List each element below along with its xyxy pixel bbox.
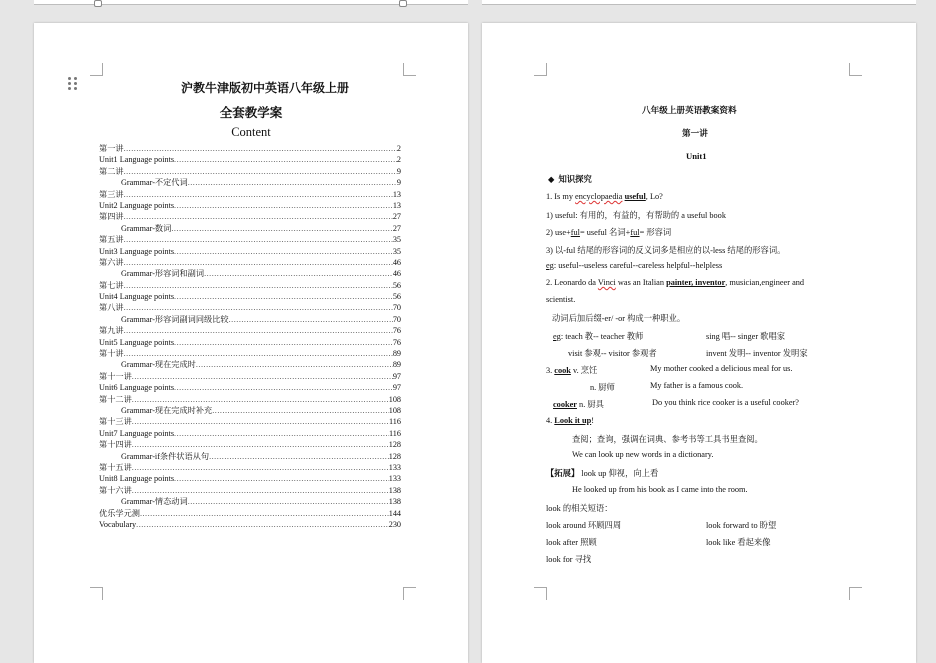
toc-dot-leader xyxy=(124,325,393,336)
toc-dot-leader xyxy=(196,359,393,370)
toc-entry[interactable] xyxy=(99,451,401,462)
margin-corner-mark xyxy=(849,587,862,600)
toc-entry[interactable] xyxy=(99,234,401,245)
toc-entry-title: Unit6 Language points xyxy=(99,383,175,393)
toc-entry[interactable] xyxy=(99,462,401,473)
toc-entry-title: Unit2 Language points xyxy=(99,200,175,210)
text-line: My father is a famous cook. xyxy=(650,381,744,390)
toc-entry[interactable] xyxy=(99,177,401,188)
toc-page-number: 116 xyxy=(389,428,401,438)
toc-page-number: 76 xyxy=(392,337,401,347)
toc-entry-title: 第一讲 xyxy=(99,144,124,153)
margin-corner-mark xyxy=(403,587,416,600)
toc-page-number: 35 xyxy=(392,235,401,245)
point-4: 4. Look it up! xyxy=(546,416,594,425)
toc-page-number: 27 xyxy=(392,212,401,222)
toc-page-number: 144 xyxy=(388,508,401,518)
toc-entry-title: Grammar-现在完成时 xyxy=(121,360,196,370)
toc-entry[interactable] xyxy=(99,439,401,450)
toc-entry[interactable] xyxy=(99,394,401,405)
toc-entry[interactable] xyxy=(99,268,401,279)
toc-page-number: 97 xyxy=(392,371,401,381)
text-line: My mother cooked a delicious meal for us. xyxy=(650,364,793,373)
toc-page-number: 76 xyxy=(392,326,401,336)
toc-entry[interactable] xyxy=(99,416,401,427)
toc-entry[interactable] xyxy=(99,246,401,257)
toc-entry[interactable] xyxy=(99,291,401,302)
toc-page-number: 97 xyxy=(392,383,401,393)
toc-dot-leader xyxy=(124,234,393,245)
toc-entry[interactable] xyxy=(99,473,401,484)
toc-dot-leader xyxy=(174,291,393,302)
text-line: 2) use+ful= useful 名词+ful= 形容词 xyxy=(546,228,672,237)
toc-entry-title: 第十四讲 xyxy=(99,440,132,450)
toc-entry-title: 第十讲 xyxy=(99,349,124,359)
toc-dot-leader xyxy=(136,519,389,530)
toc-page-number: 46 xyxy=(392,257,401,267)
text-line: 动词后加后缀-er/ -or 构成一种职业。 xyxy=(552,314,686,323)
toc-entry-title: 第八讲 xyxy=(99,303,124,313)
toc-dot-leader xyxy=(132,371,393,382)
toc-page-number: 89 xyxy=(392,349,401,359)
document-page-right xyxy=(482,23,916,663)
text-line: look after 照顾 xyxy=(546,538,597,547)
toc-dot-leader xyxy=(132,462,389,473)
toc-page-number: 56 xyxy=(392,280,401,290)
toc-entry-title: Unit1 Language points xyxy=(99,155,175,165)
text-line: 【拓展】 look up 仰视，向上看 xyxy=(546,469,659,478)
toc-dot-leader xyxy=(188,177,397,188)
resize-handle[interactable] xyxy=(94,0,102,7)
margin-corner-mark xyxy=(534,587,547,600)
toc-entry[interactable] xyxy=(99,485,401,496)
unit-heading: Unit1 xyxy=(686,151,707,161)
toc-page-number: 2 xyxy=(396,155,401,165)
toc-page-number: 70 xyxy=(392,303,401,313)
margin-corner-mark xyxy=(849,63,862,76)
text-line: look for 寻找 xyxy=(546,555,592,564)
toc-entry[interactable] xyxy=(99,359,401,370)
toc-entry[interactable] xyxy=(99,257,401,268)
toc-page-number: 46 xyxy=(392,269,401,279)
page-header: 八年级上册英语教案资料 xyxy=(642,105,737,115)
toc-dot-leader xyxy=(124,257,393,268)
toc-entry-title: Unit5 Language points xyxy=(99,337,175,347)
toc-dot-leader xyxy=(171,223,393,234)
toc-page-number: 230 xyxy=(388,519,401,529)
toc-entry[interactable] xyxy=(99,519,401,530)
toc-dot-leader xyxy=(124,189,393,200)
toc-dot-leader xyxy=(174,382,393,393)
resize-handle[interactable] xyxy=(399,0,407,7)
section-heading xyxy=(548,173,592,185)
toc-dot-leader xyxy=(204,268,393,279)
toc-dot-leader xyxy=(209,451,389,462)
toc-entry-title: 第十三讲 xyxy=(99,417,132,427)
toc-entry-title: Vocabulary xyxy=(99,519,137,529)
toc-entry[interactable] xyxy=(99,382,401,393)
margin-corner-mark xyxy=(90,587,103,600)
toc-entry-title: Grammar-形容词和副词 xyxy=(121,269,205,279)
point-2: 2. Leonardo da Vinci was an Italian painter, inventor, musician,engineer and xyxy=(546,278,805,287)
toc-dot-leader xyxy=(124,348,393,359)
doc-title: 沪教牛津版初中英语八年级上册 xyxy=(180,81,349,95)
toc-entry-title: 第二讲 xyxy=(99,166,124,176)
text-line: He looked up from his book as I came into the room. xyxy=(572,485,748,494)
text-line: invent 发明-- inventor 发明家 xyxy=(706,349,808,358)
toc-page-number: 2 xyxy=(396,144,401,153)
toc-page-number: 133 xyxy=(388,474,401,484)
toc-entry[interactable] xyxy=(99,189,401,200)
toc-entry[interactable] xyxy=(99,325,401,336)
toc-entry[interactable] xyxy=(99,154,401,165)
toc-dot-leader xyxy=(124,280,393,291)
toc-page-number: 128 xyxy=(388,451,401,461)
toc-entry-title: 第十六讲 xyxy=(99,485,132,495)
toc-page-number: 9 xyxy=(396,166,401,176)
text-line: eg: useful--useless careful--careless helpful--helpless xyxy=(546,261,723,270)
lecture-heading: 第一讲 xyxy=(682,128,708,138)
point-3: 3. cook v. 烹饪 xyxy=(546,366,598,375)
toc-entry-title: Grammar-现在完成时补充 xyxy=(121,405,213,415)
toc-entry-title: Unit7 Language points xyxy=(99,428,175,438)
toc-dot-leader xyxy=(132,485,389,496)
toc-entry[interactable] xyxy=(99,428,401,439)
toc-entry-title: Unit8 Language points xyxy=(99,474,175,484)
toc-entry-title: 第十五讲 xyxy=(99,462,132,472)
toc-entry[interactable] xyxy=(99,508,401,519)
toc-entry-title: Unit3 Language points xyxy=(99,246,175,256)
toc-dot-leader xyxy=(174,200,393,211)
toc-entry[interactable] xyxy=(99,314,401,325)
previous-pages-strip xyxy=(0,0,936,14)
toc-entry[interactable] xyxy=(99,223,401,234)
toc-page-number: 13 xyxy=(392,189,401,199)
toc-page-number: 128 xyxy=(388,440,401,450)
toc-dot-leader xyxy=(132,439,389,450)
toc-dot-leader xyxy=(124,211,393,222)
margin-corner-mark xyxy=(403,63,416,76)
toc-dot-leader xyxy=(174,428,389,439)
toc-entry-title: 第十一讲 xyxy=(99,371,132,381)
point-1: 1. Is my encyclopaedia useful, Lo? xyxy=(546,192,663,201)
toc-dot-leader xyxy=(174,246,393,257)
diamond-bullet-icon: ◆ xyxy=(548,175,555,184)
toc-page-number: 138 xyxy=(388,497,401,507)
toc-entry-title: Grammar-情态动词 xyxy=(121,497,188,507)
toc-dot-leader xyxy=(174,337,393,348)
toc-entry-title: 第六讲 xyxy=(99,257,124,267)
toc-page-number: 56 xyxy=(392,292,401,302)
toc-entry[interactable] xyxy=(99,496,401,507)
toc-dot-leader xyxy=(132,394,389,405)
text-line: sing 唱-- singer 歌唱家 xyxy=(706,332,786,341)
toc-entry-title: 第四讲 xyxy=(99,212,124,222)
toc-entry[interactable] xyxy=(99,405,401,416)
toc-page-number: 9 xyxy=(396,178,401,188)
toc-dot-leader xyxy=(229,314,393,325)
doc-subtitle: 全套教学案 xyxy=(219,106,283,120)
toc-dot-leader xyxy=(132,416,389,427)
toc-page-number: 27 xyxy=(392,223,401,233)
text-line: look around 环顾四周 xyxy=(546,521,622,530)
toc-page-number: 108 xyxy=(388,394,401,404)
toc-dot-leader xyxy=(174,154,397,165)
text-line: 1) useful: 有用的，有益的，有帮助的 a useful book xyxy=(546,211,726,220)
text-line: 3) 以-ful 结尾的形容词的反义词多是相应的以-less 结尾的形容词。 xyxy=(546,246,786,255)
toc-entry[interactable] xyxy=(99,166,401,177)
toc-entry[interactable] xyxy=(99,371,401,382)
toc-entry[interactable] xyxy=(99,200,401,211)
toc-page-number: 89 xyxy=(392,360,401,370)
toc-entry-title: 优乐学元测 xyxy=(99,508,140,518)
toc-dot-leader xyxy=(140,508,389,519)
toc-entry[interactable] xyxy=(99,337,401,348)
toc-page-number: 35 xyxy=(392,246,401,256)
toc-dot-leader xyxy=(124,166,397,177)
content-heading: Content xyxy=(231,125,271,139)
toc-page-number: 116 xyxy=(389,417,401,427)
text-line: 查阅；查询，强调在词典、参考书等工具书里查阅。 xyxy=(572,435,763,444)
text-line: look forward to 盼望 xyxy=(706,521,777,530)
toc-page-number: 108 xyxy=(388,405,401,415)
text-line: look 的相关短语： xyxy=(546,504,613,513)
margin-corner-mark xyxy=(90,63,103,76)
toc-dot-leader xyxy=(174,473,389,484)
toc-dot-leader xyxy=(188,496,389,507)
text-line: visit 参观-- visitor 参观者 xyxy=(568,349,657,358)
toc-entry-title: 第九讲 xyxy=(99,326,124,336)
text-line: eg: teach 教-- teacher 教师 xyxy=(553,332,644,341)
text-line: Do you think rice cooker is a useful cooker? xyxy=(652,398,799,407)
toc-entry-title: Grammar-if条件状语从句 xyxy=(121,451,210,461)
text-line: look like 看起来像 xyxy=(706,538,771,547)
text-line: scientist. xyxy=(546,295,576,304)
toc-page-number: 133 xyxy=(388,462,401,472)
text-line: cooker n. 厨具 xyxy=(553,400,604,409)
toc-page-number: 70 xyxy=(392,314,401,324)
toc-entry-title: 第十二讲 xyxy=(99,394,132,404)
margin-corner-mark xyxy=(534,63,547,76)
toc-dot-leader xyxy=(124,302,393,313)
toc-entry-title: 第三讲 xyxy=(99,189,124,199)
toc-entry-title: Grammar-不定代词 xyxy=(121,178,188,188)
toc-dot-leader xyxy=(124,143,397,154)
toc-entry-title: 第七讲 xyxy=(99,280,124,290)
toc-entry[interactable] xyxy=(99,302,401,313)
toc-entry-title: Unit4 Language points xyxy=(99,292,175,302)
toc-entry[interactable] xyxy=(99,348,401,359)
text-line: n. 厨师 xyxy=(590,383,615,392)
toc-entry[interactable] xyxy=(99,143,401,154)
toc-entry[interactable] xyxy=(99,211,401,222)
previous-page-bottom-right xyxy=(482,0,916,5)
section-title: 知识探究 xyxy=(558,175,592,184)
toc-dot-leader xyxy=(212,405,388,416)
toc-entry-title: Grammar-形容词副词同级比较 xyxy=(121,314,229,324)
toc-entry[interactable] xyxy=(99,280,401,291)
toc-entry-title: 第五讲 xyxy=(99,235,124,245)
toc-page-number: 13 xyxy=(392,200,401,210)
text-line: We can look up new words in a dictionary. xyxy=(572,450,714,459)
table-of-contents xyxy=(99,143,401,530)
toc-entry-title: Grammar-数词 xyxy=(121,223,172,233)
toc-page-number: 138 xyxy=(388,485,401,495)
